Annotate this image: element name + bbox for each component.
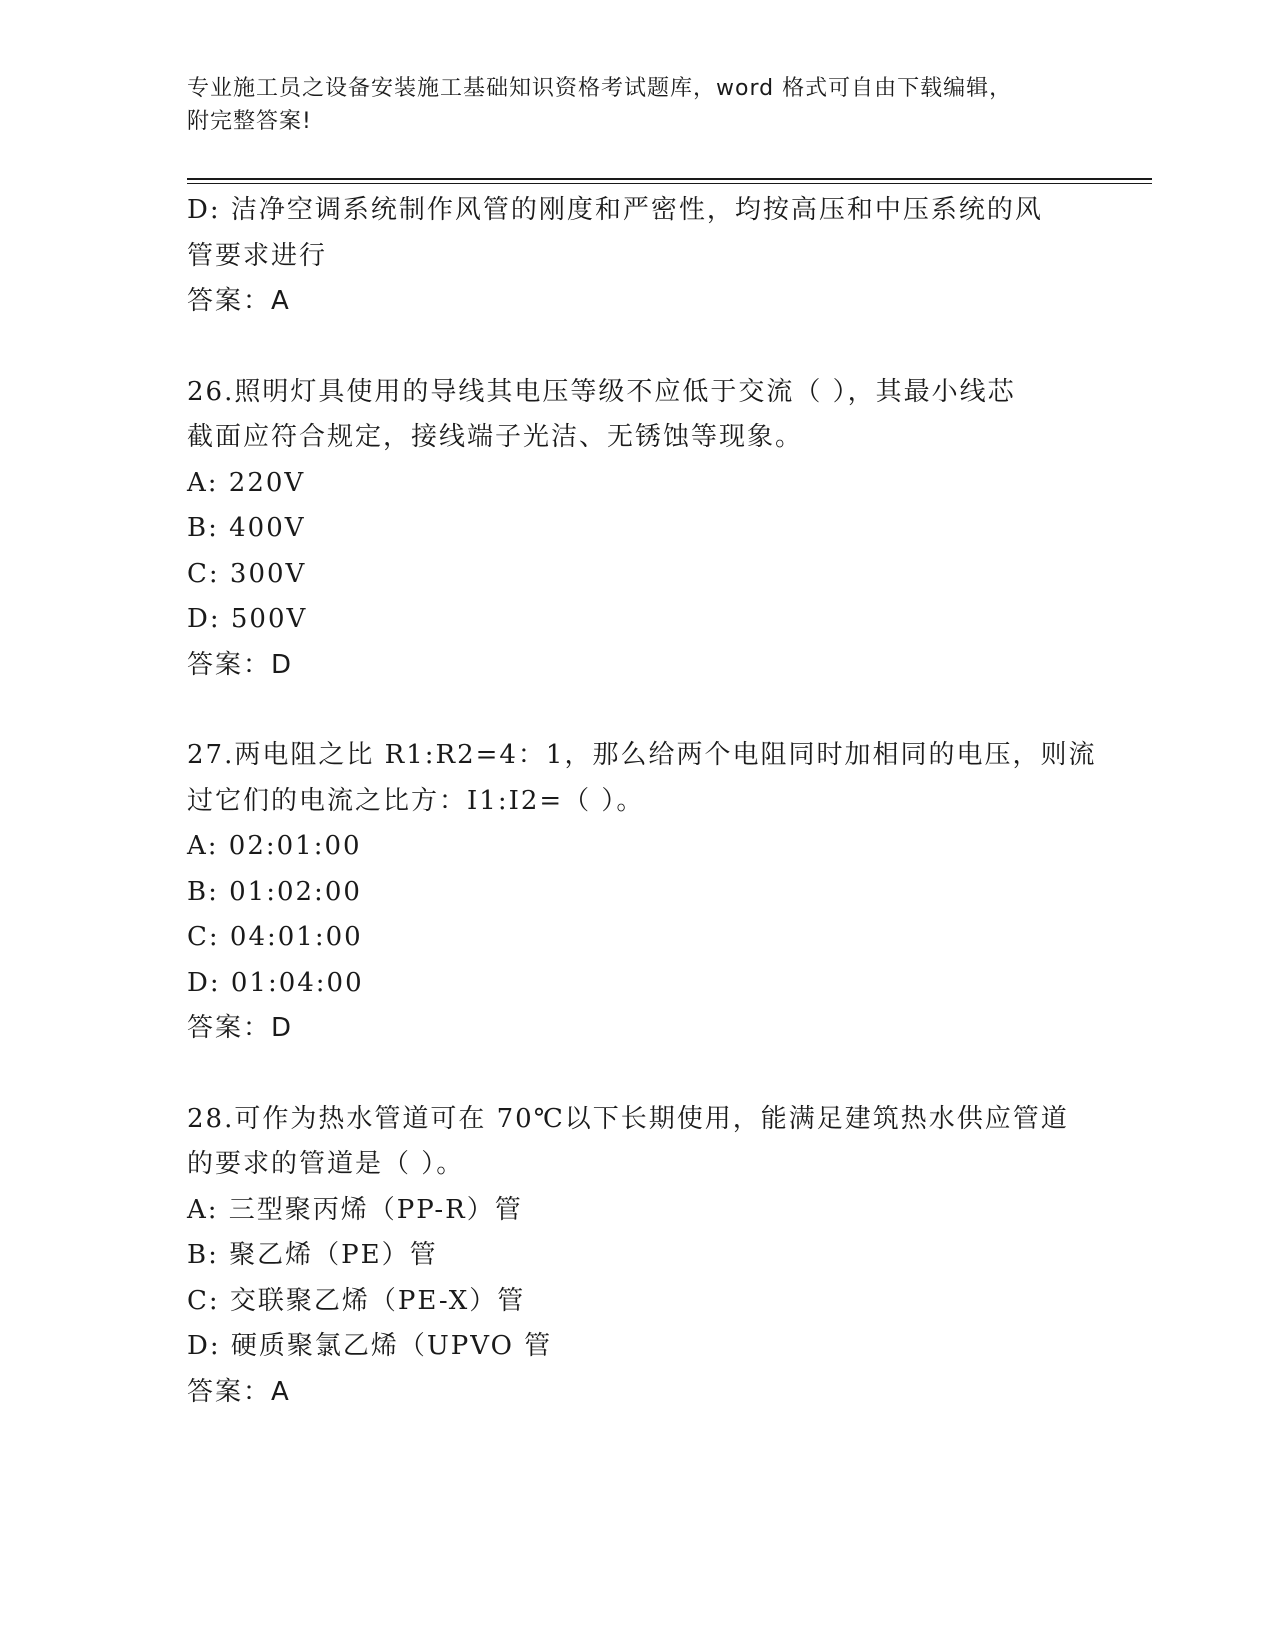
option-d: D: 洁净空调系统制作风管的刚度和严密性，均按高压和中压系统的风 <box>187 195 1043 225</box>
previous-question-tail <box>187 188 1087 325</box>
answer: 答案：D <box>187 1013 294 1043</box>
option-c: C: 300V <box>187 558 307 589</box>
option-a: A: 三型聚丙烯（PP-R）管 <box>187 1194 523 1225</box>
question-28 <box>187 1097 1087 1416</box>
option-a: A: 02:01:00 <box>187 831 362 861</box>
option-a: A: 220V <box>187 467 306 498</box>
question-26 <box>187 370 1087 689</box>
header-line-1: 专业施工员之设备安装施工基础知识资格考试题库，word 格式可自由下载编辑， <box>187 76 1013 101</box>
option-c: C: 交联聚乙烯（PE-X）管 <box>187 1285 526 1316</box>
option-b: B: 聚乙烯（PE）管 <box>187 1240 438 1270</box>
header-line-2: 附完整答案! <box>187 109 312 134</box>
option-b: B: 400V <box>187 513 306 543</box>
answer: 答案：A <box>187 286 291 316</box>
answer: 答案：A <box>187 1376 291 1407</box>
question-stem: 27.两电阻之比 R1:R2=4：1，那么给两个电阻同时加相同的电压，则流 <box>187 740 1097 770</box>
option-d: D: 500V <box>187 604 308 634</box>
page-header <box>187 72 1067 138</box>
question-stem-continued: 过它们的电流之比方：I1:I2=（ ）。 <box>187 785 645 816</box>
option-d: D: 01:04:00 <box>187 967 364 998</box>
option-c: C: 04:01:00 <box>187 922 363 952</box>
question-stem-continued: 截面应符合规定，接线端子光洁、无锈蚀等现象。 <box>187 422 804 452</box>
question-27 <box>187 733 1097 1052</box>
spacer <box>187 325 1087 370</box>
spacer <box>187 688 1087 733</box>
option-d: D: 硬质聚氯乙烯（UPVO 管 <box>187 1331 553 1361</box>
question-stem: 26.照明灯具使用的导线其电压等级不应低于交流（ ），其最小线芯 <box>187 376 1016 407</box>
question-stem: 28.可作为热水管道可在 70℃以下长期使用，能满足建筑热水供应管道 <box>187 1103 1069 1134</box>
spacer <box>187 1052 1087 1097</box>
answer: 答案：D <box>187 649 294 680</box>
question-stem-continued: 的要求的管道是（ ）。 <box>187 1149 465 1179</box>
option-b: B: 01:02:00 <box>187 876 362 907</box>
header-divider <box>187 178 1152 180</box>
document-body <box>187 188 1097 1415</box>
option-d-continued: 管要求进行 <box>187 240 328 271</box>
